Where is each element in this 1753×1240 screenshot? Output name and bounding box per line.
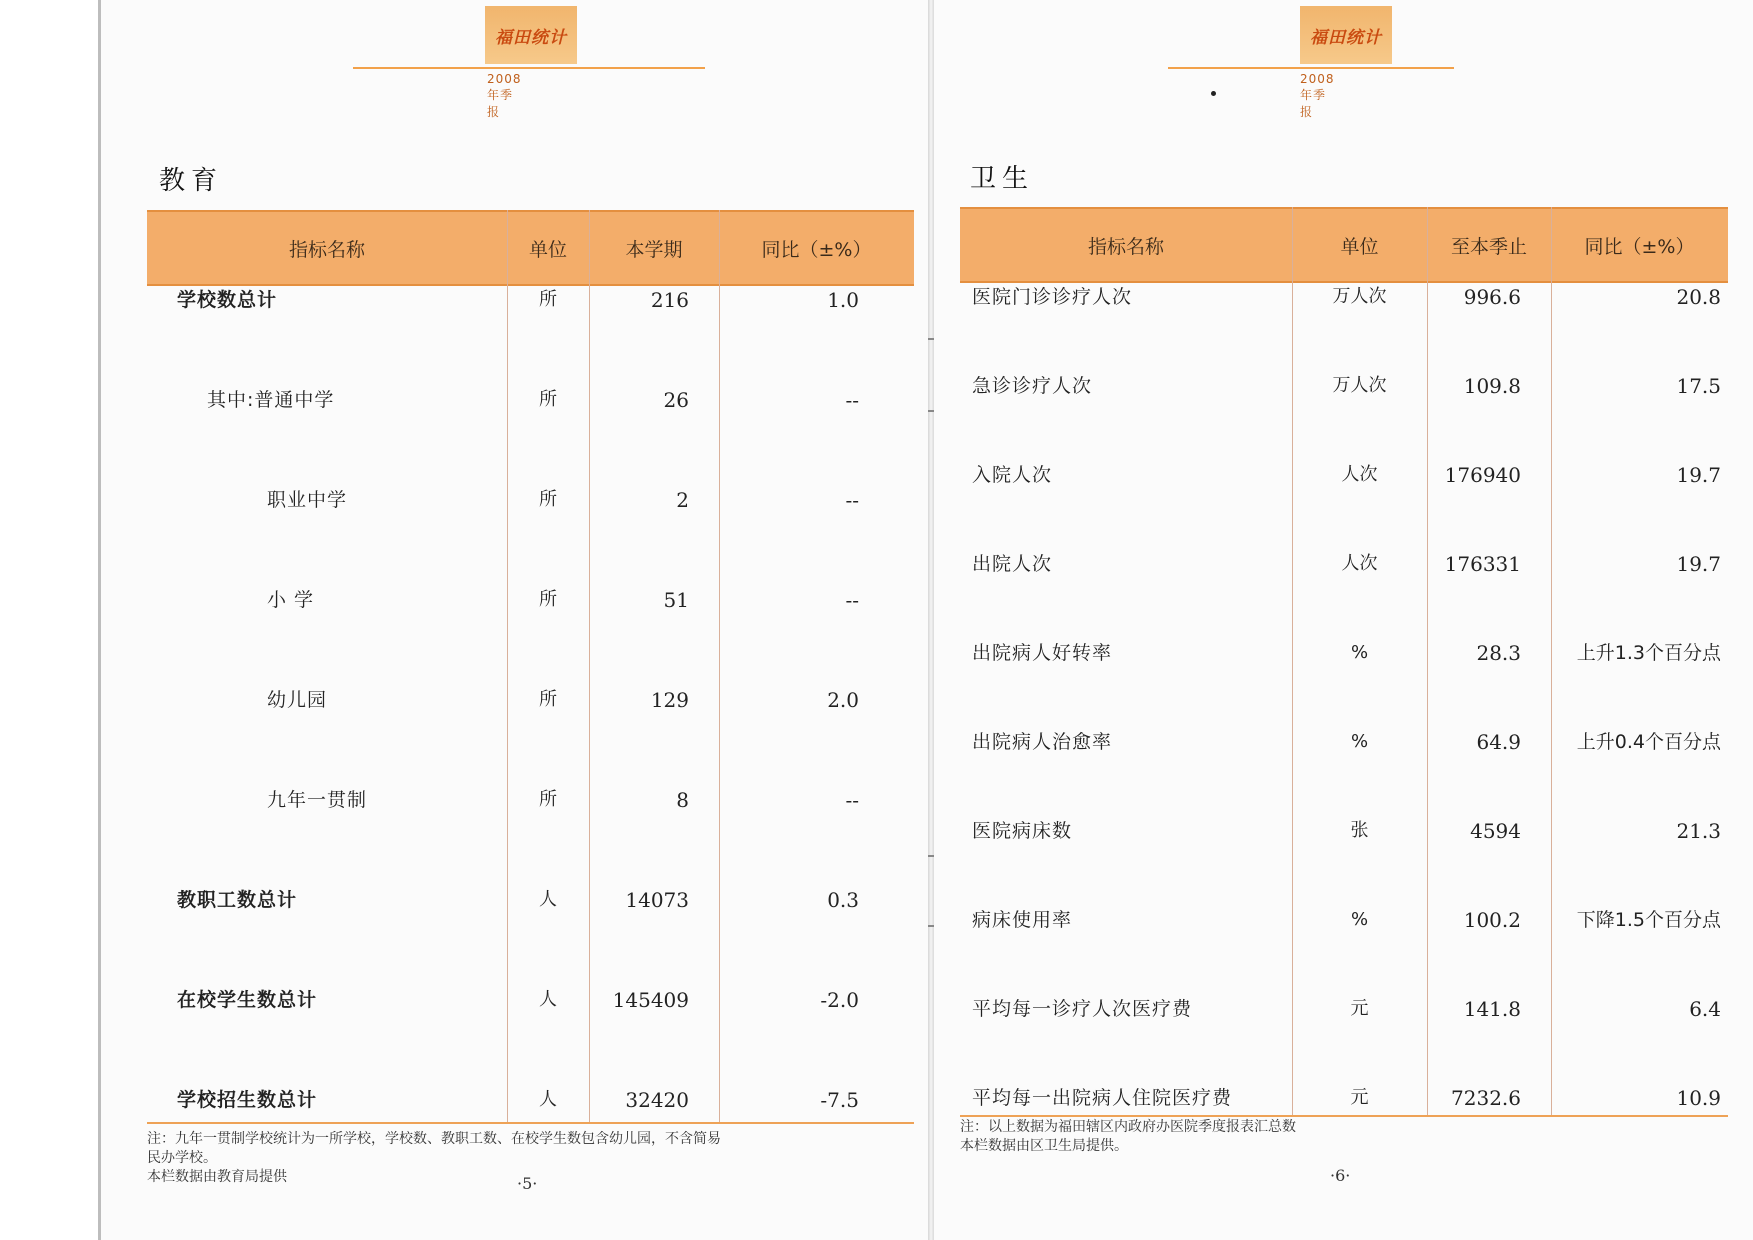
note-line: 注：九年一贯制学校统计为一所学校，学校数、教职工数、在校学生数包含幼儿园，不含简易 <box>147 1131 721 1147</box>
yoy-cell: 上升0.4个百分点 <box>1576 731 1721 753</box>
value-cell: 28.3 <box>1476 641 1521 665</box>
table-row <box>147 1086 914 1114</box>
header-subtitle: 2008年季报 <box>1300 72 1335 119</box>
table-row <box>147 986 914 1014</box>
indicator-name: 教职工数总计 <box>177 889 298 911</box>
unit-cell: 元 <box>1350 998 1369 1019</box>
value-cell: 109.8 <box>1463 374 1521 398</box>
value-cell: 129 <box>650 688 689 712</box>
unit-cell: 万人次 <box>1332 286 1387 307</box>
header-rule <box>353 67 705 69</box>
table-header <box>147 210 914 286</box>
value-cell: 7232.6 <box>1451 1086 1521 1110</box>
col-header-term: 本学期 <box>625 238 683 261</box>
yoy-cell: 0.3 <box>827 888 859 912</box>
table-row <box>960 283 1728 311</box>
unit-cell: 人 <box>539 1089 557 1110</box>
value-cell: 145409 <box>612 988 689 1012</box>
table-row <box>147 886 914 914</box>
col-header-yoy: 同比（±%） <box>761 238 872 261</box>
yoy-cell: -7.5 <box>820 1088 859 1112</box>
value-cell: 141.8 <box>1463 997 1521 1021</box>
table-row <box>960 372 1728 400</box>
table-row <box>960 817 1728 845</box>
print-speck <box>1211 91 1216 96</box>
education-table <box>147 210 914 1130</box>
indicator-name: 入院人次 <box>972 464 1053 486</box>
indicator-name: 在校学生数总计 <box>177 989 318 1011</box>
value-cell: 64.9 <box>1476 730 1521 754</box>
indicator-name: 小 学 <box>267 589 315 611</box>
unit-cell: 人 <box>539 989 557 1010</box>
yoy-cell: -- <box>845 488 859 512</box>
yoy-cell: 21.3 <box>1676 819 1721 843</box>
page-number: ·6· <box>1330 1166 1351 1185</box>
section-title-health: 卫生 <box>970 164 1035 194</box>
unit-cell: % <box>1350 731 1369 752</box>
value-cell: 216 <box>650 288 689 312</box>
unit-cell: 所 <box>539 589 557 610</box>
yoy-cell: -2.0 <box>820 988 859 1012</box>
logo <box>1300 6 1392 64</box>
unit-cell: 所 <box>539 789 557 810</box>
value-cell: 100.2 <box>1463 908 1521 932</box>
indicator-name: 病床使用率 <box>972 909 1073 931</box>
unit-cell: 所 <box>539 389 557 410</box>
page-number: ·5· <box>517 1174 538 1193</box>
yoy-cell: 17.5 <box>1676 374 1721 398</box>
right-page <box>934 0 1753 1240</box>
data-source: 本栏数据由区卫生局提供。 <box>960 1138 1128 1154</box>
health-table <box>960 207 1728 1117</box>
value-cell: 26 <box>663 388 689 412</box>
value-cell: 996.6 <box>1463 285 1521 309</box>
note-line: 民办学校。 <box>147 1150 217 1166</box>
indicator-name: 医院病床数 <box>972 820 1073 842</box>
table-row <box>147 286 914 314</box>
value-cell: 2 <box>676 488 689 512</box>
value-cell: 51 <box>663 588 689 612</box>
indicator-name: 出院病人治愈率 <box>972 731 1113 753</box>
col-header-indicator: 指标名称 <box>1087 235 1164 258</box>
col-header-unit: 单位 <box>1340 235 1379 258</box>
logo-text: 福田统计 <box>495 27 567 48</box>
table-row <box>960 1084 1728 1112</box>
logo <box>485 6 577 64</box>
note-line: 注：以上数据为福田辖区内政府办医院季度报表汇总数 <box>960 1119 1296 1135</box>
unit-cell: 人次 <box>1341 553 1378 574</box>
col-header-yoy: 同比（±%） <box>1584 235 1695 258</box>
indicator-name: 医院门诊诊疗人次 <box>972 286 1133 308</box>
yoy-cell: 10.9 <box>1676 1086 1721 1110</box>
unit-cell: % <box>1350 642 1369 663</box>
col-header-ytd: 至本季止 <box>1450 235 1527 258</box>
header-subtitle: 2008年季报 <box>487 72 522 119</box>
table-row <box>147 486 914 514</box>
unit-cell: 人 <box>539 889 557 910</box>
unit-cell: 人次 <box>1341 464 1378 485</box>
table-row <box>960 550 1728 578</box>
yoy-cell: 6.4 <box>1689 997 1721 1021</box>
yoy-cell: -- <box>845 388 859 412</box>
indicator-name: 九年一贯制 <box>267 789 368 811</box>
yoy-cell: 1.0 <box>827 288 859 312</box>
table-row <box>147 586 914 614</box>
unit-cell: 所 <box>539 489 557 510</box>
yoy-cell: 20.8 <box>1676 285 1721 309</box>
indicator-name: 平均每一出院病人住院医疗费 <box>972 1087 1233 1109</box>
unit-cell: 张 <box>1350 820 1369 841</box>
health-note <box>960 1118 1660 1156</box>
yoy-cell: 上升1.3个百分点 <box>1576 642 1721 664</box>
table-header <box>960 207 1728 283</box>
value-cell: 176331 <box>1444 552 1521 576</box>
yoy-cell: 2.0 <box>827 688 859 712</box>
table-row <box>960 906 1728 934</box>
table-row <box>147 686 914 714</box>
table-row <box>960 639 1728 667</box>
value-cell: 176940 <box>1444 463 1521 487</box>
value-cell: 8 <box>676 788 689 812</box>
value-cell: 14073 <box>625 888 689 912</box>
unit-cell: 万人次 <box>1332 375 1387 396</box>
indicator-name: 幼儿园 <box>267 689 328 711</box>
col-header-unit: 单位 <box>528 238 567 261</box>
yoy-cell: -- <box>845 588 859 612</box>
indicator-name: 学校招生数总计 <box>177 1089 318 1111</box>
indicator-name: 出院人次 <box>972 553 1053 575</box>
col-header-indicator: 指标名称 <box>288 238 365 261</box>
yoy-cell: 19.7 <box>1676 552 1721 576</box>
table-row <box>960 728 1728 756</box>
left-page <box>98 0 933 1240</box>
indicator-name: 其中:普通中学 <box>207 389 335 411</box>
table-bottom-rule <box>147 1122 914 1124</box>
value-cell: 4594 <box>1470 819 1521 843</box>
indicator-name: 学校数总计 <box>177 289 278 311</box>
table-row <box>960 995 1728 1023</box>
table-bottom-rule <box>960 1115 1728 1117</box>
section-title-education: 教育 <box>159 166 224 196</box>
yoy-cell: 19.7 <box>1676 463 1721 487</box>
table-row <box>147 786 914 814</box>
unit-cell: % <box>1350 909 1369 930</box>
value-cell: 32420 <box>625 1088 689 1112</box>
yoy-cell: -- <box>845 788 859 812</box>
indicator-name: 平均每一诊疗人次医疗费 <box>972 998 1193 1020</box>
unit-cell: 所 <box>539 689 557 710</box>
unit-cell: 所 <box>539 289 557 310</box>
indicator-name: 出院病人好转率 <box>972 642 1113 664</box>
unit-cell: 元 <box>1350 1087 1369 1108</box>
indicator-name: 急诊诊疗人次 <box>972 375 1093 397</box>
data-source: 本栏数据由教育局提供 <box>147 1169 287 1185</box>
header-rule <box>1168 67 1454 69</box>
logo-text: 福田统计 <box>1310 27 1382 48</box>
table-row <box>147 386 914 414</box>
table-row <box>960 461 1728 489</box>
indicator-name: 职业中学 <box>267 489 348 511</box>
yoy-cell: 下降1.5个百分点 <box>1576 909 1721 931</box>
